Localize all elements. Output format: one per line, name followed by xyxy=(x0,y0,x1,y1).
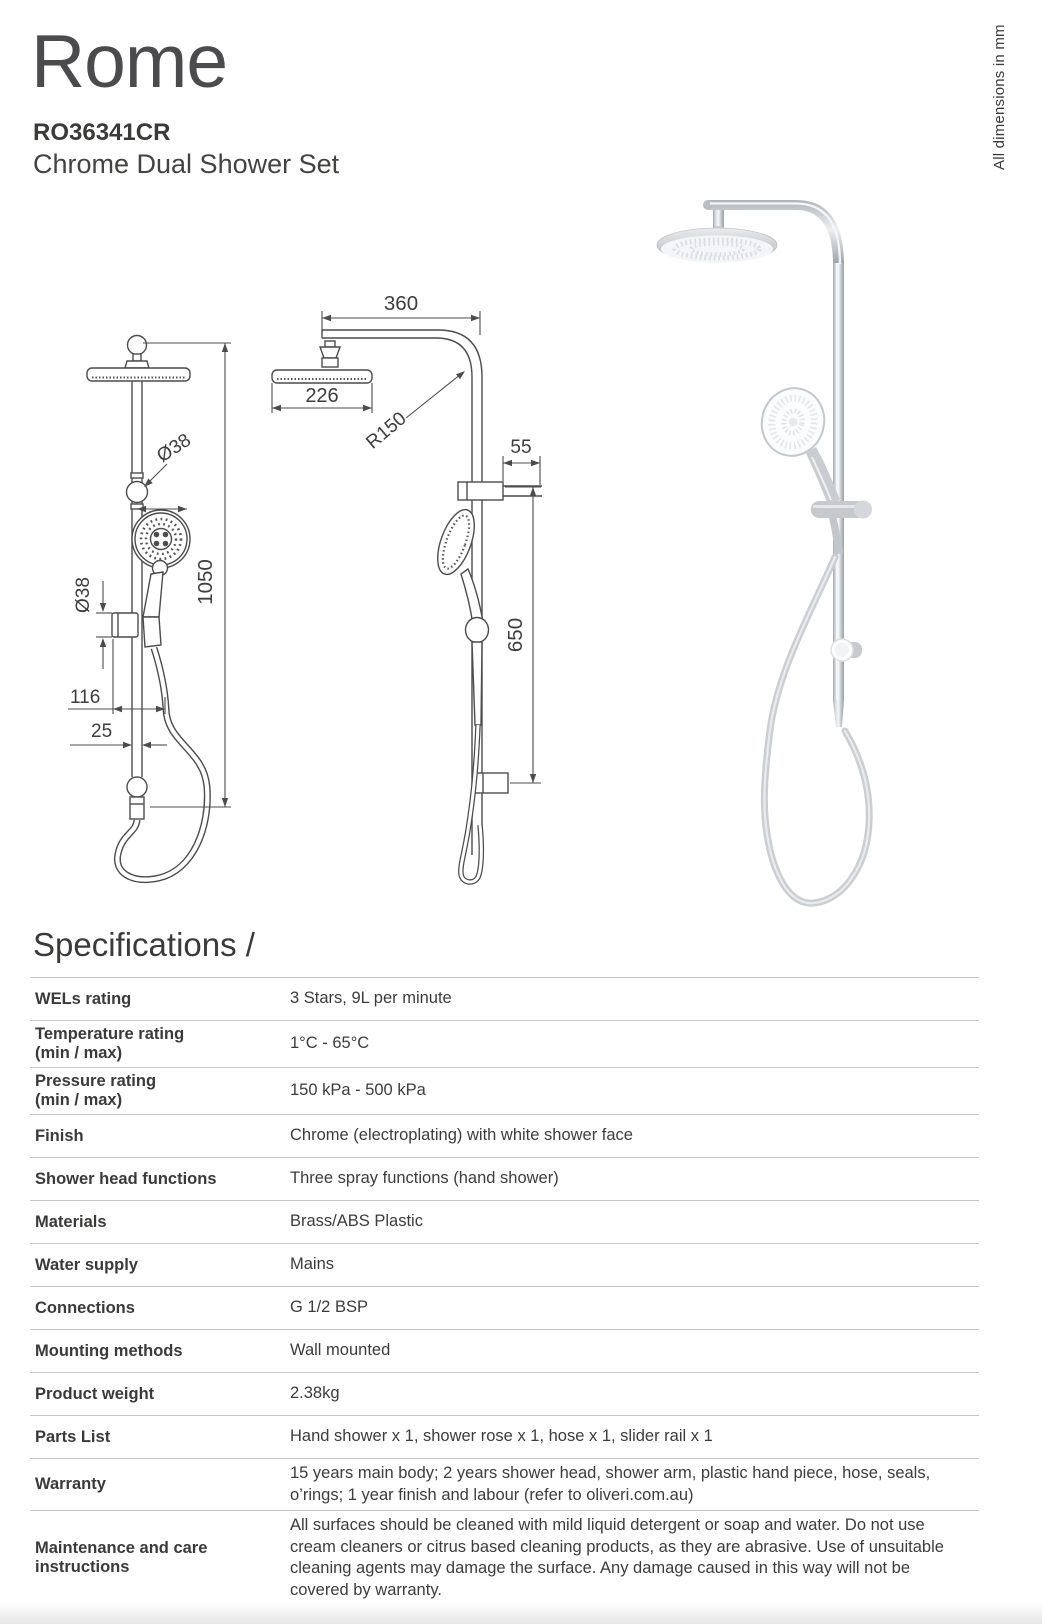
spec-label2: instructions xyxy=(35,1558,130,1576)
product-name: Chrome Dual Shower Set xyxy=(33,149,340,179)
dim-rail-length: 650 xyxy=(504,617,527,653)
dim-rose-diameter: 226 xyxy=(305,385,339,407)
product-photo xyxy=(600,165,940,910)
shower-rose-side xyxy=(272,370,372,383)
spec-row xyxy=(30,1114,979,1157)
spec-row xyxy=(30,1020,979,1067)
spec-row xyxy=(30,1458,979,1510)
spec-value: Mains xyxy=(290,1255,335,1274)
spec-label: Warranty xyxy=(35,1475,106,1493)
dim-bracket-offset: 55 xyxy=(510,437,532,458)
dim-hose-offset: 116 xyxy=(70,687,101,708)
spec-label: Temperature rating xyxy=(35,1025,185,1043)
spec-label-col xyxy=(30,1127,290,1146)
spec-label: Product weight xyxy=(35,1384,155,1403)
spec-value: 15 years main body; 2 years shower head, shower arm, plastic hand piece, hose, seals, o’rings; 1 year finish and labour (refer to oliveri.com.au) xyxy=(290,1464,931,1504)
spec-label-col xyxy=(30,1170,290,1189)
dimensions-note: All dimensions in mm xyxy=(991,24,1008,170)
spec-value: All surfaces should be cleaned with mild liquid detergent or soap and water. Do not use cream cleaners or citrus based cleaning products, as they are abrasive. Use of unsuitable cleaning agents may damage the surface. Any damage caused in this way will not be covered by warranty. xyxy=(290,1516,944,1599)
spec-row xyxy=(30,1243,979,1286)
spec-value: Three spray functions (hand shower) xyxy=(290,1169,559,1188)
specifications-heading: Specifications / xyxy=(33,926,255,963)
photo-hand-shower-head xyxy=(754,381,831,463)
dim-arm-radius: R150 xyxy=(362,408,411,454)
spec-label: Connections xyxy=(35,1298,135,1317)
spec-value: 3 Stars, 9L per minute xyxy=(290,989,452,1008)
spec-label-col xyxy=(30,1428,290,1447)
hose-outlet-knob xyxy=(127,777,147,797)
spec-table xyxy=(30,977,979,1606)
spec-row xyxy=(30,977,979,1020)
dim-rail-width: 25 xyxy=(91,721,113,742)
spec-label: Water supply xyxy=(35,1255,138,1274)
spec-row xyxy=(30,1157,979,1200)
front-view-drawing xyxy=(55,285,235,905)
spec-label: Mounting methods xyxy=(35,1341,183,1360)
spec-label-col xyxy=(30,1256,290,1275)
dim-arm-reach: 360 xyxy=(383,292,419,315)
slider-ring-side xyxy=(466,618,489,643)
spec-row xyxy=(30,1200,979,1243)
dim-slider-diameter: Ø38 xyxy=(153,429,195,467)
spec-label: Shower head functions xyxy=(35,1169,217,1188)
spec-value: Brass/ABS Plastic xyxy=(290,1212,423,1231)
shower-arm-side xyxy=(322,330,482,855)
spec-label: WELs rating xyxy=(35,989,132,1008)
slider-knob-front xyxy=(127,482,148,503)
page-bottom-fade xyxy=(0,1602,1042,1624)
spec-value: 150 kPa - 500 kPa xyxy=(290,1081,426,1100)
spec-label-col xyxy=(30,990,290,1009)
product-code: RO36341CR xyxy=(33,119,171,146)
page-title: Rome xyxy=(31,19,228,103)
side-view-drawing xyxy=(250,285,550,905)
spec-label-col xyxy=(30,1385,290,1404)
spec-label: Parts List xyxy=(35,1427,111,1446)
spec-label: Maintenance and care xyxy=(35,1539,208,1557)
spec-label2: (min / max) xyxy=(35,1044,123,1062)
spec-row xyxy=(30,1372,979,1415)
spec-label-col xyxy=(30,1539,290,1577)
hand-shower-side xyxy=(430,505,481,579)
spec-value: Hand shower x 1, shower rose x 1, hose x 1, slider rail x 1 xyxy=(290,1427,713,1446)
shower-rose-front xyxy=(87,368,190,381)
spec-label-col xyxy=(30,1299,290,1318)
spec-value: G 1/2 BSP xyxy=(290,1298,368,1317)
wall-bracket-side xyxy=(458,482,503,500)
spec-value: Chrome (electroplating) with white shower face xyxy=(290,1126,633,1145)
photo-rail xyxy=(833,263,844,700)
spec-value: 1°C - 65°C xyxy=(290,1034,370,1053)
spec-label2: (min / max) xyxy=(35,1091,123,1109)
spec-label-col xyxy=(30,1342,290,1361)
spec-row xyxy=(30,1329,979,1372)
top-knob xyxy=(128,336,147,355)
spec-label-col xyxy=(30,1072,290,1110)
dim-bracket-diameter: Ø38 xyxy=(73,577,94,613)
spec-label: Finish xyxy=(35,1126,84,1145)
slider-bracket-front xyxy=(112,613,138,637)
dim-height-overall: 1050 xyxy=(194,559,217,605)
spec-row xyxy=(30,1415,979,1458)
spec-row xyxy=(30,1510,979,1606)
photo-hose xyxy=(764,557,869,903)
spec-label-col xyxy=(30,1475,290,1494)
spec-value: 2.38kg xyxy=(290,1384,340,1403)
spec-row xyxy=(30,1286,979,1329)
spec-label: Materials xyxy=(35,1212,107,1231)
spec-row xyxy=(30,1067,979,1114)
spec-value: Wall mounted xyxy=(290,1341,391,1360)
spec-label-col xyxy=(30,1025,290,1063)
lower-bracket-side xyxy=(475,773,508,793)
spec-label: Pressure rating xyxy=(35,1072,157,1090)
spec-label-col xyxy=(30,1213,290,1232)
photo-rail-end xyxy=(833,700,844,727)
